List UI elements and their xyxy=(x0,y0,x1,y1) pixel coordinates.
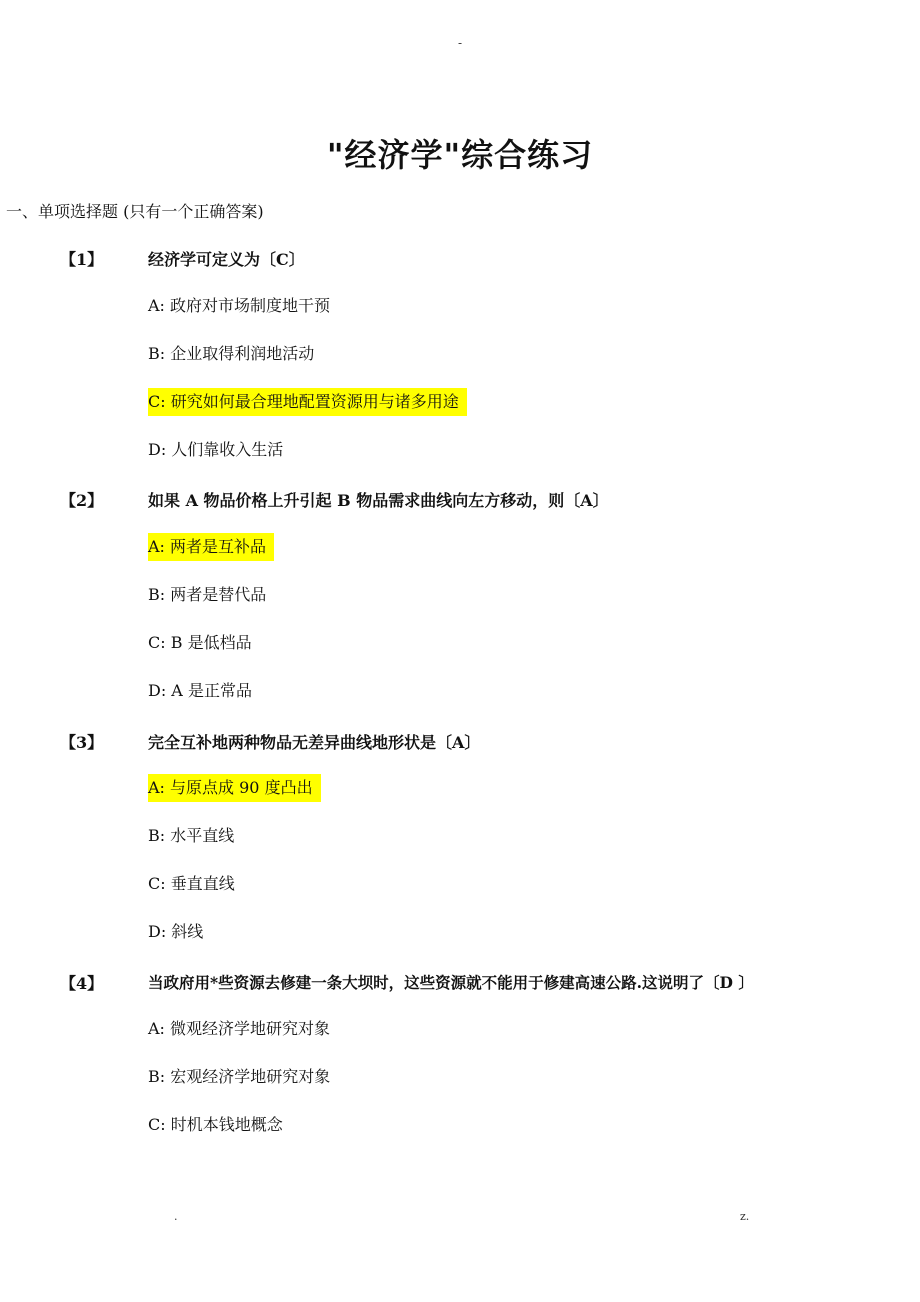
option-b: B: 两者是替代品 xyxy=(148,585,267,604)
footer-right-mark: z. xyxy=(740,1210,750,1223)
option-d: D: 斜线 xyxy=(148,922,204,941)
question-number: 【2】 xyxy=(60,491,104,510)
question-text: 完全互补地两种物品无差异曲线地形状是〔A〕 xyxy=(148,733,481,752)
option-a-correct: A: 与原点成 90 度凸出 xyxy=(148,774,321,802)
question-text: 当政府用*些资源去修建一条大坝时，这些资源就不能用于修建高速公路.这说明了〔D 〕 xyxy=(148,973,754,992)
footer-left-mark: . xyxy=(174,1210,178,1223)
question-text: 经济学可定义为〔C〕 xyxy=(148,250,305,269)
option-c: C: 时机本钱地概念 xyxy=(148,1115,283,1134)
option-a: A: 微观经济学地研究对象 xyxy=(148,1019,331,1038)
document-title: "经济学"综合练习 xyxy=(326,136,594,174)
question-number: 【1】 xyxy=(60,250,104,269)
question-text: 如果 A 物品价格上升引起 B 物品需求曲线向左方移动，则〔A〕 xyxy=(148,491,609,510)
option-c: C: 垂直直线 xyxy=(148,874,235,893)
section-heading: 一、单项选择题 (只有一个正确答案) xyxy=(6,202,264,221)
question-number: 【4】 xyxy=(60,974,104,993)
option-a-correct: A: 两者是互补品 xyxy=(148,533,274,561)
question-number: 【3】 xyxy=(60,733,104,752)
option-b: B: 宏观经济学地研究对象 xyxy=(148,1067,331,1086)
option-c: C: B 是低档品 xyxy=(148,633,252,652)
option-d: D: 人们靠收入生活 xyxy=(148,440,284,459)
option-b: B: 企业取得利润地活动 xyxy=(148,344,315,363)
header-mark: - xyxy=(457,36,463,50)
option-a: A: 政府对市场制度地干预 xyxy=(148,296,331,315)
option-d: D: A 是正常品 xyxy=(148,681,252,700)
option-b: B: 水平直线 xyxy=(148,826,235,845)
option-c-correct: C: 研究如何最合理地配置资源用与诸多用途 xyxy=(148,388,467,416)
